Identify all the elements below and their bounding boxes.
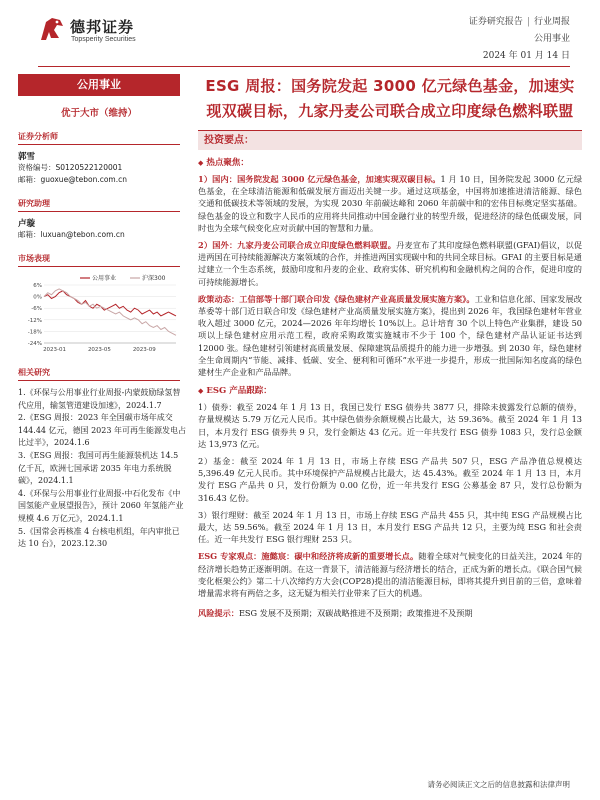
rating: 优于大市（维持） [60,108,137,119]
risk-paragraph [198,607,582,619]
risk-body: ESG 发展不及预期；双碳战略推进不及预期；政策推进不及预期 [238,608,473,619]
analyst-email[interactable]: 邮箱：guoxue@tebon.com.cn [18,175,127,184]
related-list [18,387,186,551]
related-section-title: 相关研究 [18,367,180,381]
main-content [198,74,582,619]
y-tick-label: 6% [33,283,42,289]
related-item[interactable]: 3.《ESG 周报：我国可再生能源装机达 14.5 亿千瓦，欧洲七国承诺 2035 年电力系统脱碳》，2024.1.1 [18,450,179,486]
logo-mark-icon [38,14,66,44]
report-subtype: 行业周报 [533,17,570,27]
x-tick-label: 2023-05 [87,347,111,353]
esg-funds: 2）基金：截至 2024 年 1 月 13 日，市场上存续 ESG 产品共 507 只，ESG 产品净值总规模达 5,396.49 亿元人民币。其中环境保护产品规模占比最大，达 45.43%。截至 2024 年 1 月 13 日，本月发行 ESG 产品共 0 只，发行份额为 0.00 亿份，近一年共发行 ESG 公募基金 87 只，发行总份额为 316.43 亿份。 [198,456,582,503]
hot-topic-2 [198,239,582,288]
policy-paragraph [198,293,582,378]
risk-label: 风险提示： [198,608,239,619]
esg-bonds: 1）债券：截至 2024 年 1 月 13 日，我国已发行 ESG 债券共 3877 只，排除未披露发行总额的债券，存量规模达 5.79 万亿元人民币。其中绿色债券余额规模占比最大，达 59.36%。截至 2024 年 1 月 13 日，本月发行 ESG 债券共 9 只，发行金额达 43 亿元。近一年共发行 ESG 债券 1083 只，发行总金额达 13,973 亿元。 [198,402,582,449]
investment-label: 投资要点： [204,135,254,146]
report-title: ESG 周报：国务院发起 3000 亿元绿色基金，加速实现双碳目标，九家丹麦公司联合成立印度绿色燃料联盟 [205,77,575,120]
policy-body: 工业和信息化部、国家发展改革委等十部门近日联合印发《绿色建材产业高质量发展实施方案》，提出到 2026 年，我国绿色建材年营业收入超过 3000 亿元，2024—2026 年年均增长 10%以上。总计培育 30 个以上特色产业集群，建设 50 项以上绿色建材应用示范工程，政府采购政策实施城市不少于 100 个，绿色建材产品认证证书达到 12000 张。绿色建材引领建材高质量发展、保障建筑品质提升的能力进一步增强。到 2030 年，绿色建材全生命周期内“节能、减排、低碳、安全、便利和可循环”水平进一步提升，形成一批国际知名度高的绿色建材生产企业和产品品牌。 [198,293,582,378]
brand-logo [38,12,178,48]
x-tick-label: 2023-09 [132,347,156,353]
y-tick-label: -18% [27,329,42,336]
analyst-name: 郭雪 [18,152,36,162]
legend-label: 公用事业 [92,275,117,282]
report-type: 证券研究报告 [468,17,523,27]
assistant-name: 卢璇 [18,219,36,229]
analyst-cert: 资格编号：S0120522120001 [18,163,123,172]
investment-box [198,130,582,150]
y-tick-label: 0% [33,294,42,301]
footer-disclaimer: 请务必阅读正文之后的信息披露和法律声明 [427,780,570,789]
market-chart-svg [18,273,180,355]
sector-label: 公用事业 [18,74,180,96]
logo-text-cn: 德邦证券 [70,18,135,36]
market-section-title: 市场表现 [18,253,180,267]
hot-topic-2-head: 2）国外：九家丹麦公司联合成立印度绿色燃料联盟。 [198,240,397,251]
esg-wealth: 3）银行理财：截至 2024 年 1 月 13 日，市场上存续 ESG 产品共 455 只，其中纯 ESG 产品规模占比最大，达 59.56%。截至 2024 年 1 月 13 日，本月发行 ESG 产品共 12 只，主要为纯 ESG 和社会责任。近一年共发行 ESG 银行理财 253 只。 [198,509,582,545]
assistant-email[interactable]: 邮箱：luxuan@tebon.com.cn [18,230,125,239]
header-divider [38,66,570,67]
market-chart [18,273,180,355]
x-tick-label: 2023-01 [43,347,67,353]
analyst-section-title: 证券分析师 [18,131,180,145]
report-sector: 公用事业 [533,34,570,44]
related-item[interactable]: 5.《国常会再核准 4 台核电机组，年内审批已达 10 台》，2023.12.30 [18,526,180,549]
hot-topic-1-head: 1）国内：国务院发起 3000 亿元绿色基金，加速实现双碳目标。 [198,174,441,184]
hot-topics-heading: ◆ 热点聚焦： [198,156,582,168]
assistant-section-title: 研究助理 [18,198,180,212]
policy-head: 政策动态：工信部等十部门联合印发《绿色建材产业高质量发展实施方案》。 [198,293,475,304]
hot-topic-1 [198,173,582,234]
expert-body: 随着全球对气候变化的日益关注，2024 年的经济增长趋势正逐渐明朗。在这一背景下，清洁能源与经济增长的结合，正成为新的增长点。《联合国气候变化框架公约》第二十八次缔约方大会(COP28)提出的清洁能源目标，即将其提升到目前的三倍，意味着增量需求将有两倍之多，这无疑为相关行业带来了巨大的机遇。 [198,551,582,599]
sidebar [18,74,188,551]
y-tick-label: -12% [27,317,42,324]
related-item[interactable]: 1.《环保与公用事业行业周报-内蒙鼓励绿氢替代应用，输氢管道建设加速》，2024.1.7 [18,388,181,410]
report-date: 2024 年 01 月 14 日 [482,51,570,61]
hot-topic-1-body: 1 月 10 日，国务院发起 3000 亿元绿色基金，在全球清洁能源和低碳发展方面迈出关键一步。通过这项基金，中国将加速推进清洁能源、绿色交通和低碳技术等领域的发展，为实现 2030 年前碳达峰和 2060 年前碳中和的宏伟目标奠定坚实基础。绿色基金的设立和数字人民币的应用将共同推动中国金融行业的转型升级，促进经济的绿色低碳发展，同时也为全球气候变化应对贡献中国的智慧和力量。 [198,174,583,233]
hot-topic-2-body: 丹麦宣布了其印度绿色燃料联盟(GFAI)倡议，以促进两国在可持续能源解决方案领域的合作，并推进两国实现碳中和的共同全球目标。GFAI 的主要目标是通过建立一个生态系统，鼓励印度和丹麦的企业、政府实体、研究机构和金融机构之间的合作，促进印度的可持续能源增长。 [198,240,583,287]
series-line-utilities [44,291,176,316]
related-item[interactable]: 2.《ESG 周报：2023 年全国碳市场年成交 144.44 亿元，德国 2023 年可再生能源发电占比过半》，2024.1.6 [18,413,186,448]
expert-head: ESG 专家观点：施懿宸：碳中和经济将成新的重要增长点。 [198,551,419,562]
report-meta: 证券研究报告 | 行业周报 公用事业 2024 年 01 月 14 日 [469,14,570,65]
expert-paragraph [198,550,582,599]
esg-products-heading: ◆ ESG 产品跟踪： [198,384,582,396]
y-tick-label: -6% [31,306,42,313]
logo-text-en: Topsperity Securities [71,36,136,43]
related-item[interactable]: 4.《环保与公用事业行业周报-中石化发布《中国氢能产业展望报告》，预计 2060 年氢能产业规模 4.6 万亿元》，2024.1.1 [18,488,184,523]
y-tick-label: -24% [27,341,42,347]
legend-label: 沪深300 [142,275,166,282]
